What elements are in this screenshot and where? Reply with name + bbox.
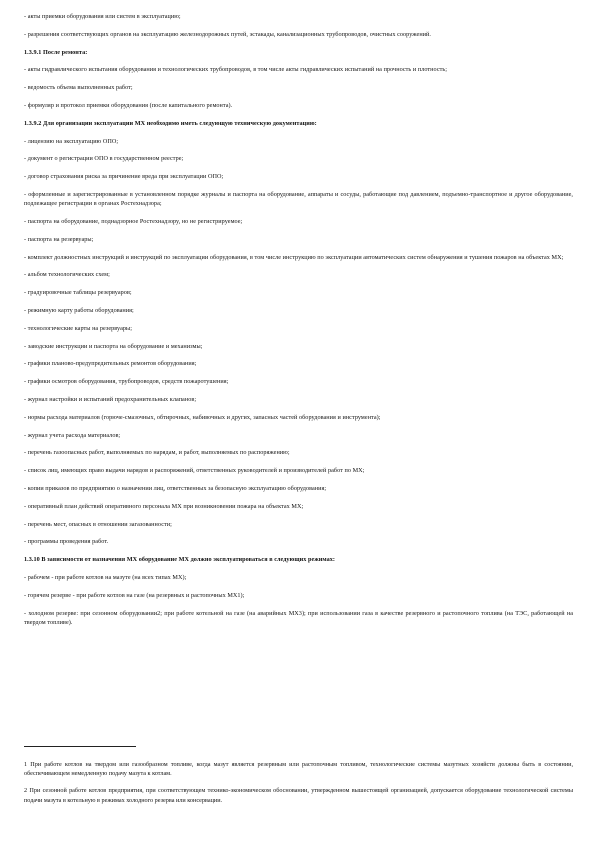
list-item: - программы проведения работ.: [24, 538, 109, 546]
footnote: 2 При сезонной работе котлов предприятия, при соответствующем технико-экономическом обосновании, утвержденном вышестоящей организацией, допускается оборудование технологической системы подачи мазута в котельную в режимах холодного резерва или консервации.: [24, 787, 573, 804]
list-item: - горячем резерве - при работе котлов на газе (на резервных и растопочных МХ1);: [24, 591, 245, 599]
list-item: - оформленные и зарегистрированные в установленном порядке журналы и паспорта на оборудование, аппараты и сосуды, работающие под давлением, подъемно-транспортное и другое оборудование, подлежащее регистрации в органах Ростехнадзора;: [24, 190, 573, 208]
list-item: - документ о регистрации ОПО в государственном реестре;: [24, 155, 184, 163]
list-item: - формуляр и протокол приемки оборудования (после капитального ремонта).: [24, 101, 233, 109]
list-item: - градуировочные таблицы резервуаров;: [24, 289, 132, 297]
list-item: - договор страхования риска за причинение вреда при эксплуатации ОПО;: [24, 173, 224, 181]
list-item: - список лиц, имеющих право выдачи нарядов и распоряжений, ответственных руководителей и производителей работ по МХ;: [24, 467, 365, 475]
list-item: - технологические карты на резервуары;: [24, 324, 133, 332]
footnote: 1 При работе котлов на твердом или газообразном топливе, когда мазут является резервным или растопочным топливом, технологические системы мазутных хозяйств должны быть в состоянии, обеспечивающем немедленную подачу мазута к котлам.: [24, 761, 573, 778]
list-item: - журнал настройки и испытаний предохранительных клапанов;: [24, 395, 197, 403]
list-item: - перечень газоопасных работ, выполняемых по нарядам, и работ, выполняемых по распоряжению;: [24, 449, 290, 457]
list-item: - комплект должностных инструкций и инструкций по эксплуатации оборудования, в том числе инструкцию по эксплуатации автоматических систем обнаружения и тушения пожаров на объектах МХ;: [24, 253, 564, 261]
list-item: - заводские инструкции и паспорта на оборудование и механизмы;: [24, 342, 203, 350]
list-item: - оперативный план действий оперативного персонала МХ при возникновении пожара на объектах МХ;: [24, 502, 304, 510]
section-heading: 1.3.9.1 После ремонта:: [24, 48, 88, 56]
list-item: - альбом технологических схем;: [24, 271, 110, 279]
list-item: - акты гидравлического испытания оборудования и технологических трубопроводов, в том числе акты гидравлических испытаний на прочность и плотность;: [24, 66, 448, 74]
document-body: [24, 12, 573, 636]
list-item: - рабочем - при работе котлов на мазуте (на всех типах МХ);: [24, 573, 187, 581]
list-item: - графики планово-предупредительных ремонтов оборудования;: [24, 360, 197, 368]
list-item: - нормы расхода материалов (горюче-смазочных, обтирочных, набивочных и других, запасных частей оборудования и инструмента);: [24, 413, 381, 421]
list-item: - паспорта на оборудование, поднадзорное Ростехнадзору, но не регистрируемое;: [24, 217, 243, 225]
list-item: - перечень мест, опасных в отношении загазованности;: [24, 520, 172, 528]
list-item: - графики осмотров оборудования, трубопроводов, средств пожаротушения;: [24, 378, 229, 386]
section-heading: 1.3.9.2 Для организации эксплуатации МХ необходимо иметь следующую техническую документацию:: [24, 119, 317, 127]
list-item: - паспорта на резервуары;: [24, 235, 94, 243]
list-item: - акты приемки оборудования или систем в эксплуатацию;: [24, 13, 181, 20]
footnotes: [24, 760, 573, 813]
list-item: - лицензию на эксплуатацию ОПО;: [24, 137, 119, 145]
footnote-divider: [24, 746, 136, 747]
list-item: - режимную карту работы оборудования;: [24, 306, 134, 314]
list-item: - журнал учета расхода материалов;: [24, 431, 121, 439]
list-item: - ведомость объема выполненных работ;: [24, 84, 133, 92]
list-item: - разрешения соответствующих органов на эксплуатацию железнодорожных путей, эстакады, канализационных трубопроводов, очистных сооружений.: [24, 30, 431, 38]
list-item: - копии приказов по предприятию о назначении лиц, ответственных за безопасную эксплуатацию оборудования;: [24, 484, 327, 492]
section-heading: 1.3.10 В зависимости от назначения МХ оборудование МХ должно эксплуатироваться в следующих режимах:: [24, 556, 336, 564]
list-item: - холодном резерве: при сезонном оборудовании2; при работе котельной на газе (на аварийных МХ3); при использовании газа в качестве резервного и растопочного топлива (на ТЭС, работающей на твердом топливе).: [24, 609, 573, 626]
